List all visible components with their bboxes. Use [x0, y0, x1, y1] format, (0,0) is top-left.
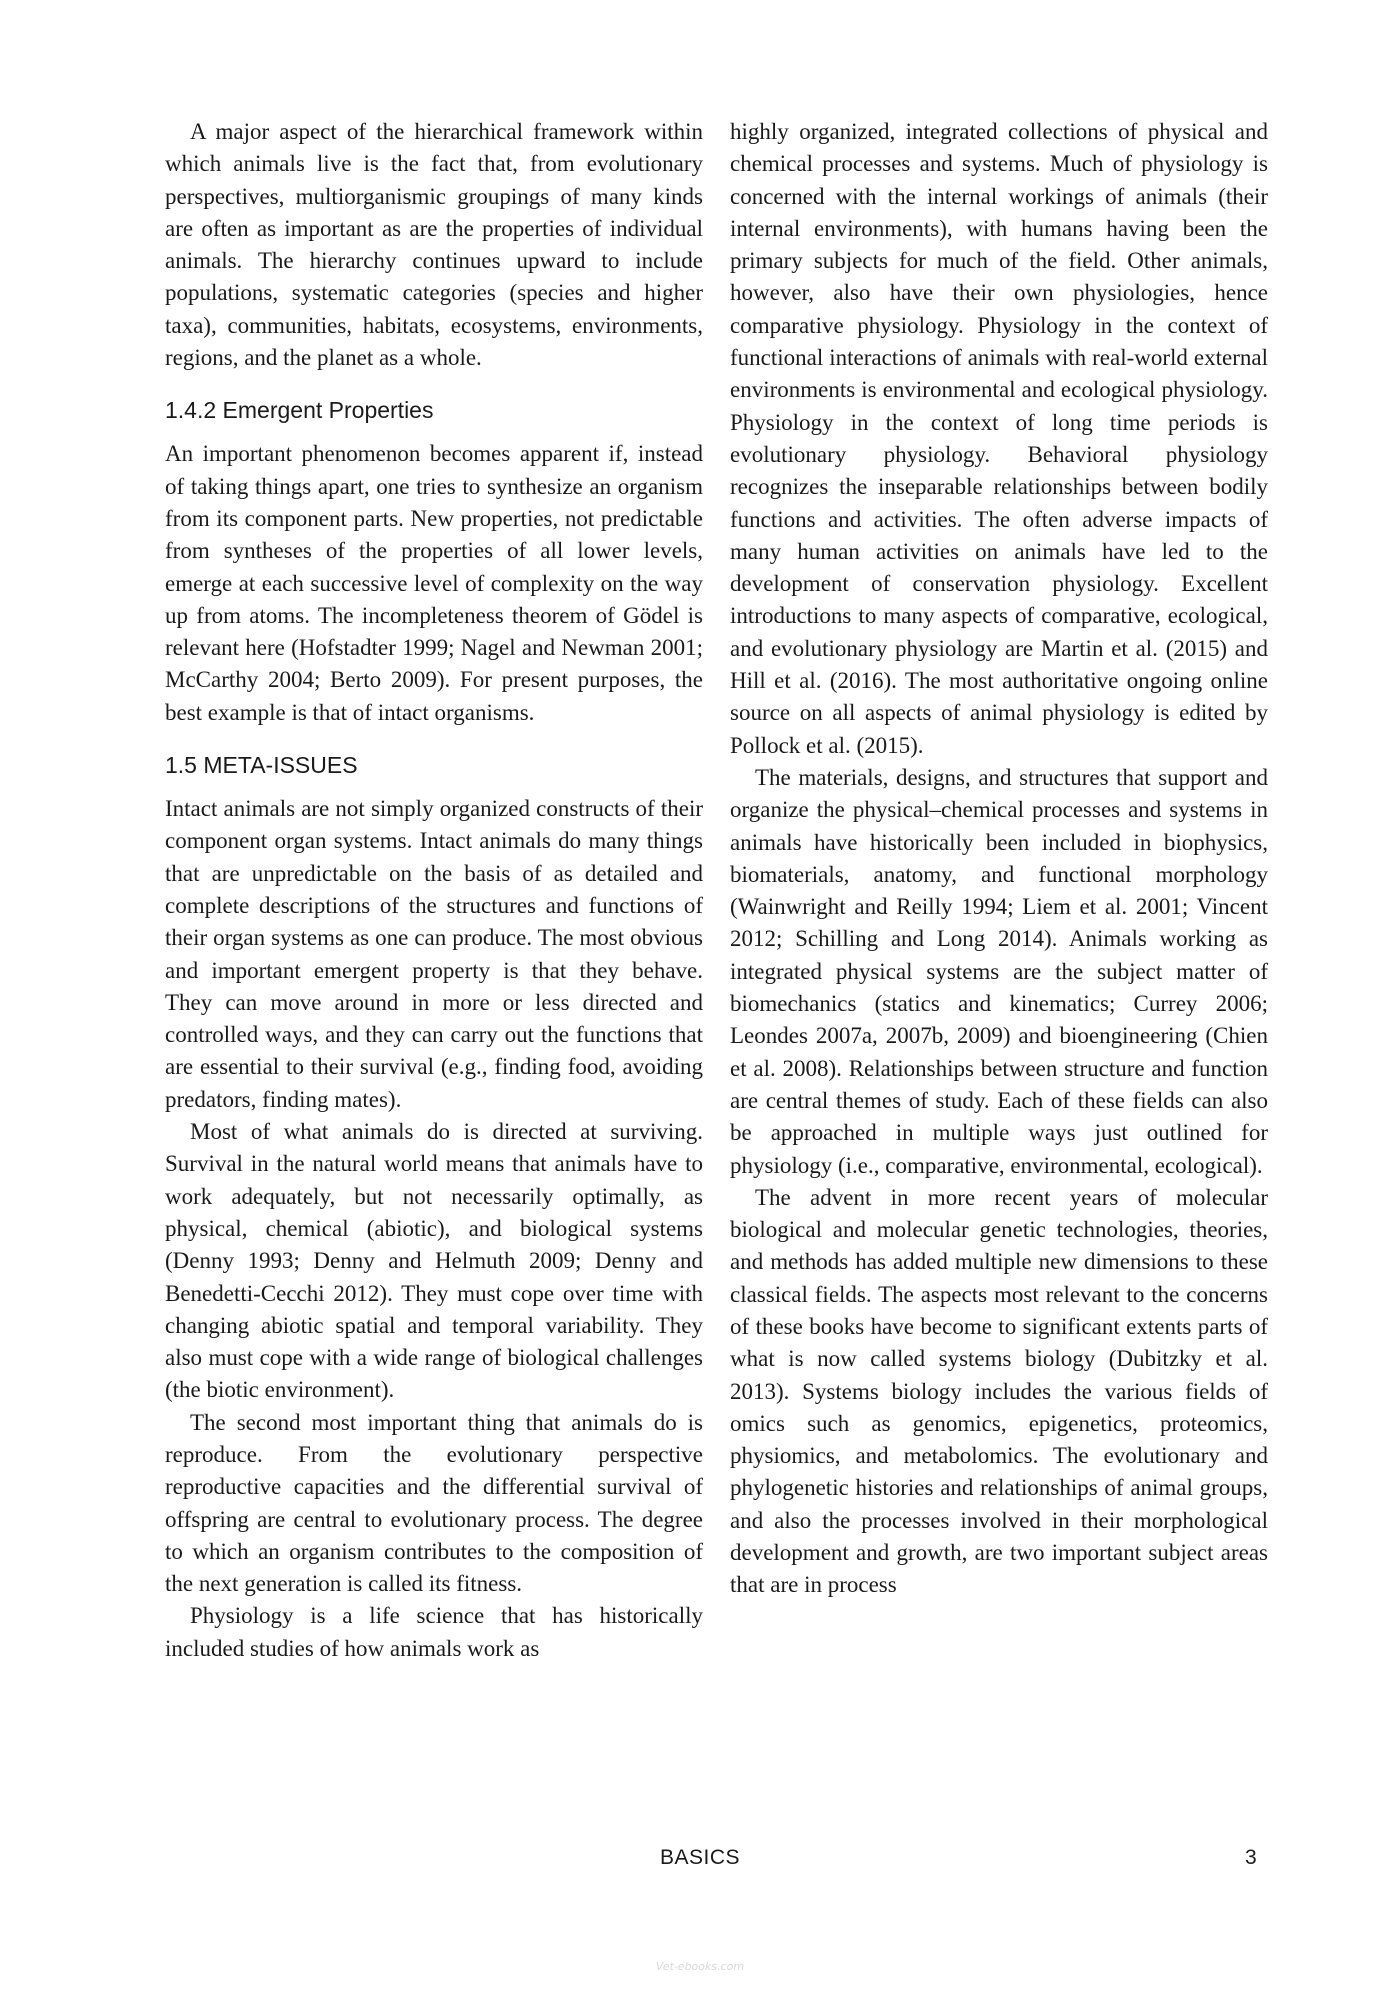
right-column: [730, 116, 1268, 1602]
paragraph: Physiology is a life science that has historically included studies of how animals work as: [165, 1603, 703, 1661]
page-number: 3: [1245, 1846, 1257, 1869]
paragraph: An important phenomenon becomes apparent if, instead of taking things apart, one tries to synthesize an organism from its component parts. New properties, not predictable from syntheses of the properties of all lower levels, emerge at each successive level of complexity on the way up from atoms. The incompleteness theorem of Gödel is relevant here (Hofstadter 1999; Nagel and Newman 2001; McCarthy 2004; Berto 2009). For present purposes, the best example is that of intact organisms.: [165, 441, 703, 725]
section-heading: 1.4.2 Emergent Properties: [165, 397, 434, 424]
paragraph: highly organized, integrated collections of physical and chemical processes and systems. Much of physiology is concerned with the internal workings of animals (their internal environments), with humans having been the primary subjects for much of the field. Other animals, however, also have their own physiologies, hence comparative physiology. Physiology in the context of functional interactions of animals with real-world external environments is environmental and ecological physiology. Physiology in the context of long time periods is evolutionary physiology. Behavioral physiology recognizes the inseparable relationships between bodily functions and activities. The often adverse impacts of many human activities on animals have led to the development of conservation physiology. Excellent introductions to many aspects of comparative, ecological, and evolutionary physiology are Martin et al. (2015) and Hill et al. (2016). The most authoritative ongoing online source on all aspects of animal physiology is edited by Pollock et al. (2015).: [730, 119, 1268, 758]
paragraph: The advent in more recent years of molecular biological and molecular genetic technologies, theories, and methods has added multiple new dimensions to these classical fields. The aspects most relevant to the concerns of these books have become to significant extents parts of what is now called systems biology (Dubitzky et al. 2013). Systems biology includes the various fields of omics such as genomics, epigenetics, proteomics, physiomics, and metabolomics. The evolutionary and phylogenetic histories and relationships of animal groups, and also the processes involved in their morphological development and growth, are two important subject areas that are in process: [730, 1184, 1268, 1598]
paragraph: The materials, designs, and structures that support and organize the physical–chemical processes and systems in animals have historically been included in biophysics, biomaterials, anatomy, and functional morphology (Wainwright and Reilly 1994; Liem et al. 2001; Vincent 2012; Schilling and Long 2014). Animals working as integrated physical systems are the subject matter of biomechanics (statics and kinematics; Currey 2006; Leondes 2007a, 2007b, 2009) and bioengineering (Chien et al. 2008). Relationships between structure and function are central themes of study. Each of these fields can also be approached in multiple ways just outlined for physiology (i.e., comparative, environmental, ecological).: [730, 764, 1268, 1178]
watermark: Vet-ebooks.com: [655, 1960, 745, 1973]
paragraph: Most of what animals do is directed at surviving. Survival in the natural world means that animals have to work adequately, but not necessarily optimally, as physical, chemical (abiotic), and biological systems (Denny 1993; Denny and Helmuth 2009; Denny and Benedetti-Cecchi 2012). They must cope over time with changing abiotic spatial and temporal variability. They also must cope with a wide range of biological challenges (the biotic environment).: [165, 1119, 703, 1403]
paragraph: A major aspect of the hierarchical framework within which animals live is the fact that, from evolutionary perspectives, multiorganismic groupings of many kinds are often as important as are the properties of individual animals. The hierarchy continues upward to include populations, systematic categories (species and higher taxa), communities, habitats, ecosystems, environments, regions, and the planet as a whole.: [165, 119, 703, 371]
running-footer: BASICS: [659, 1846, 741, 1869]
paragraph: Intact animals are not simply organized constructs of their component organ systems. Intact animals do many things that are unpredictable on the basis of as detailed and complete descriptions of the structures and functions of their organ systems as one can produce. The most obvious and important emergent property is that they behave. They can move around in more or less directed and controlled ways, and they can carry out the functions that are essential to their survival (e.g., finding food, avoiding predators, finding mates).: [165, 796, 703, 1112]
left-column: [165, 116, 703, 1665]
section-heading: 1.5 META-ISSUES: [165, 752, 358, 779]
paragraph: The second most important thing that animals do is reproduce. From the evolutionary perspective reproductive capacities and the differential survival of offspring are central to evolutionary process. The degree to which an organism contributes to the composition of the next generation is called its fitness.: [165, 1409, 703, 1597]
